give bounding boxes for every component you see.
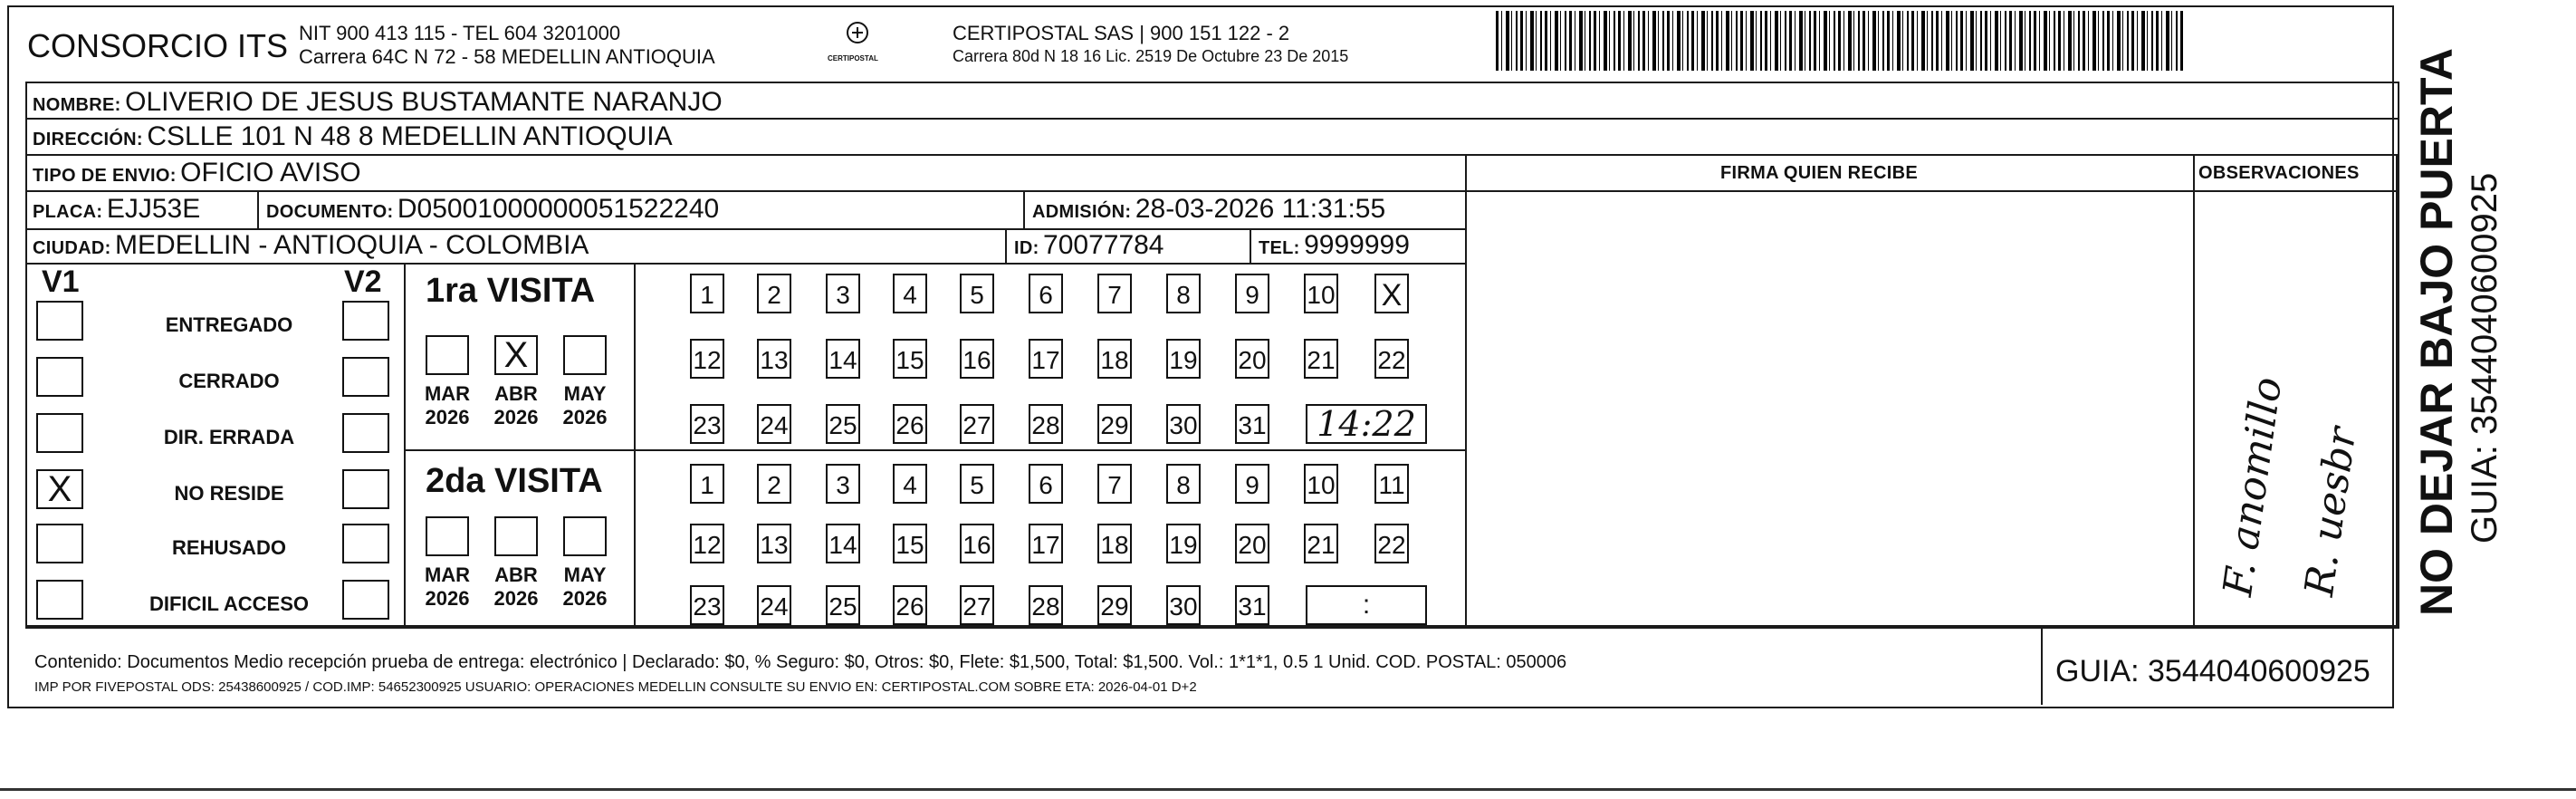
month-name: MAR — [424, 563, 471, 586]
status-label: NO RESIDE — [174, 482, 284, 505]
id-label: ID: — [1014, 238, 1039, 258]
month-label — [484, 382, 548, 429]
certipostal-logo — [835, 20, 880, 54]
placa-label: PLACA: — [33, 202, 103, 222]
id-value: 70077784 — [1043, 230, 1164, 260]
day-checkbox[interactable] — [1029, 339, 1063, 379]
month-checkbox[interactable] — [494, 335, 538, 375]
day-checkbox[interactable] — [1029, 274, 1063, 313]
admision-label: ADMISIÓN: — [1032, 202, 1132, 222]
day-checkbox[interactable] — [1374, 524, 1409, 563]
day-checkbox[interactable] — [960, 524, 994, 563]
day-number: 31 — [1238, 411, 1267, 439]
tipo-value: OFICIO AVISO — [180, 158, 361, 188]
documento-row — [266, 194, 719, 225]
month-label — [553, 563, 617, 611]
day-checkbox[interactable] — [1166, 404, 1201, 444]
day-checkbox[interactable] — [690, 274, 724, 313]
company-address: Carrera 64C N 72 - 58 MEDELLIN ANTIOQUIA — [299, 45, 715, 68]
admision-value: 28-03-2026 11:31:55 — [1135, 194, 1386, 224]
day-number: 30 — [1169, 411, 1198, 439]
day-checkbox[interactable] — [1097, 464, 1132, 504]
nombre-label: NOMBRE: — [33, 95, 121, 115]
day-number: 29 — [1100, 592, 1129, 621]
day-number: 23 — [693, 592, 722, 621]
month-label — [416, 382, 479, 429]
handwriting-line-2: R. uesbr — [2296, 424, 2366, 600]
day-checkbox[interactable] — [1235, 404, 1269, 444]
day-checkbox[interactable] — [1166, 274, 1201, 313]
day-number: 14 — [828, 346, 857, 374]
placa-row — [33, 194, 200, 225]
day-checkbox[interactable] — [960, 585, 994, 625]
status-label: ENTREGADO — [165, 313, 293, 336]
tipo-row — [33, 158, 361, 188]
status-label: DIFICIL ACCESO — [148, 592, 309, 615]
day-number: 16 — [962, 346, 991, 374]
day-number: 4 — [903, 281, 917, 309]
day-checkbox[interactable] — [690, 404, 724, 444]
day-number: 2 — [767, 281, 781, 309]
day-number: 15 — [895, 531, 924, 559]
day-checkbox[interactable] — [690, 524, 724, 563]
day-number: 7 — [1107, 281, 1122, 309]
day-number: 17 — [1031, 346, 1060, 374]
status-label: DIR. ERRADA — [163, 426, 295, 448]
nit-line: NIT 900 413 115 - TEL 604 3201000 — [299, 22, 621, 44]
day-checkbox[interactable] — [1097, 524, 1132, 563]
day-checkbox[interactable] — [690, 464, 724, 504]
v1-checkbox[interactable] — [36, 580, 83, 620]
day-checkbox[interactable] — [1304, 339, 1338, 379]
day-checkbox[interactable] — [960, 339, 994, 379]
day-number: 25 — [828, 411, 857, 439]
day-checkbox[interactable] — [1097, 274, 1132, 313]
side-guia: GUIA: 3544040600925 — [2465, 172, 2504, 544]
month-year: 2026 — [493, 406, 539, 428]
day-checkbox[interactable] — [1374, 339, 1409, 379]
day-checkbox[interactable] — [960, 404, 994, 444]
footer-guia: GUIA: 3544040600925 — [2055, 654, 2370, 688]
day-checkbox[interactable] — [893, 274, 927, 313]
documento-label: DOCUMENTO: — [266, 202, 394, 222]
day-checkbox[interactable] — [960, 464, 994, 504]
v2-checkbox[interactable] — [342, 469, 389, 509]
day-number: 19 — [1169, 531, 1198, 559]
day-number: 18 — [1100, 346, 1129, 374]
day-number: 6 — [1039, 471, 1053, 499]
month-name: ABR — [494, 563, 538, 586]
day-checkbox[interactable] — [893, 524, 927, 563]
first-visit-time: 14:22 — [1317, 404, 1416, 444]
documento-value: D05001000000051522240 — [397, 194, 720, 224]
day-number: 3 — [836, 281, 850, 309]
day-checkbox[interactable] — [1029, 585, 1063, 625]
day-number: 23 — [693, 411, 722, 439]
day-number: 29 — [1100, 411, 1129, 439]
day-number: 18 — [1100, 531, 1129, 559]
day-number: 28 — [1031, 411, 1060, 439]
tel-value: 9999999 — [1304, 230, 1410, 260]
second-visit-time: : — [1362, 590, 1371, 620]
tipo-label: TIPO DE ENVIO: — [33, 166, 177, 186]
day-checkbox[interactable] — [1029, 404, 1063, 444]
day-number: 12 — [693, 346, 722, 374]
ciudad-value: MEDELLIN - ANTIOQUIA - COLOMBIA — [115, 230, 589, 260]
day-checkbox[interactable] — [826, 274, 860, 313]
month-year: 2026 — [562, 587, 608, 610]
v1-checkbox[interactable] — [36, 301, 83, 341]
check-mark: X — [1381, 278, 1403, 313]
day-checkbox[interactable] — [1304, 464, 1338, 504]
day-checkbox[interactable] — [690, 339, 724, 379]
month-checkbox[interactable] — [563, 516, 607, 556]
day-number: 9 — [1245, 471, 1259, 499]
direccion-row — [33, 121, 673, 152]
day-number: 5 — [970, 471, 984, 499]
month-year: 2026 — [425, 406, 470, 428]
month-checkbox[interactable] — [426, 335, 469, 375]
day-checkbox[interactable] — [1374, 464, 1409, 504]
day-number: 26 — [895, 592, 924, 621]
day-number: 14 — [828, 531, 857, 559]
day-checkbox[interactable] — [1097, 585, 1132, 625]
day-number: 13 — [760, 531, 789, 559]
placa-value: EJJ53E — [106, 194, 201, 224]
day-checkbox[interactable] — [826, 339, 860, 379]
month-checkbox[interactable] — [563, 335, 607, 375]
day-checkbox[interactable] — [826, 464, 860, 504]
day-checkbox[interactable] — [893, 404, 927, 444]
contenido-line: Contenido: Documentos Medio recepción prueba de entrega: electrónico | Declarado: $0, % Seguro: $0, Otros: $0, Flete: $1,500, Total: $1,500. Vol.: 1*1*1, 0.5 1 Unid. COD. POSTAL: 050006 — [34, 652, 1567, 672]
day-checkbox[interactable] — [1235, 339, 1269, 379]
day-checkbox[interactable] — [893, 464, 927, 504]
day-checkbox[interactable] — [1304, 274, 1338, 313]
month-checkbox[interactable] — [494, 516, 538, 556]
first-visit-time-box[interactable] — [1306, 404, 1427, 444]
observations-area — [2197, 194, 2394, 623]
day-checkbox[interactable] — [1235, 524, 1269, 563]
day-number: 19 — [1169, 346, 1198, 374]
day-checkbox[interactable] — [1097, 339, 1132, 379]
day-number: 3 — [836, 471, 850, 499]
no-dejar-bajo-puerta: NO DEJAR BAJO PUERTA — [2411, 48, 2462, 616]
day-number: 4 — [903, 471, 917, 499]
month-label — [484, 563, 548, 611]
month-checkbox[interactable] — [426, 516, 469, 556]
direccion-label: DIRECCIÓN: — [33, 130, 143, 149]
second-visit-title: 2da VISITA — [426, 462, 603, 500]
firma-label: FIRMA QUIEN RECIBE — [1720, 163, 1918, 183]
month-name: MAY — [563, 382, 607, 405]
day-number: 10 — [1307, 471, 1336, 499]
day-checkbox[interactable] — [757, 274, 791, 313]
nombre-value: OLIVERIO DE JESUS BUSTAMANTE NARANJO — [125, 87, 723, 117]
day-number: 15 — [895, 346, 924, 374]
day-number: 25 — [828, 592, 857, 621]
v1-checkbox[interactable] — [36, 469, 83, 509]
day-number: 16 — [962, 531, 991, 559]
second-visit-time-box[interactable] — [1306, 585, 1427, 625]
ciudad-label: CIUDAD: — [33, 238, 111, 258]
day-number: 17 — [1031, 531, 1060, 559]
day-number: 21 — [1307, 346, 1336, 374]
day-checkbox[interactable] — [1235, 464, 1269, 504]
day-checkbox[interactable] — [1374, 274, 1409, 313]
v1-checkbox[interactable] — [36, 413, 83, 453]
ciudad-row — [33, 230, 589, 261]
nombre-row — [33, 87, 723, 118]
day-number: 11 — [1378, 471, 1405, 499]
day-number: 31 — [1238, 592, 1267, 621]
day-number: 8 — [1176, 281, 1191, 309]
day-number: 10 — [1307, 281, 1336, 309]
day-checkbox[interactable] — [757, 464, 791, 504]
logo-text: CERTIPOSTAL — [828, 54, 878, 63]
day-checkbox[interactable] — [757, 585, 791, 625]
day-checkbox[interactable] — [826, 524, 860, 563]
day-checkbox[interactable] — [757, 404, 791, 444]
day-number: 26 — [895, 411, 924, 439]
day-number: 20 — [1238, 346, 1267, 374]
day-checkbox[interactable] — [1097, 404, 1132, 444]
month-year: 2026 — [562, 406, 608, 428]
observaciones-label: OBSERVACIONES — [2198, 163, 2360, 183]
day-checkbox[interactable] — [1166, 339, 1201, 379]
month-label — [416, 563, 479, 611]
month-year: 2026 — [425, 587, 470, 610]
day-checkbox[interactable] — [1235, 585, 1269, 625]
month-name: ABR — [494, 382, 538, 405]
day-checkbox[interactable] — [826, 585, 860, 625]
day-checkbox[interactable] — [1029, 524, 1063, 563]
day-checkbox[interactable] — [690, 585, 724, 625]
v2-label: V2 — [344, 265, 382, 299]
day-checkbox[interactable] — [1235, 274, 1269, 313]
v2-checkbox[interactable] — [342, 301, 389, 341]
day-number: 24 — [760, 411, 789, 439]
day-checkbox[interactable] — [1166, 524, 1201, 563]
tel-row — [1259, 230, 1410, 261]
day-number: 2 — [767, 471, 781, 499]
day-number: 5 — [970, 281, 984, 309]
id-row — [1014, 230, 1164, 261]
day-number: 9 — [1245, 281, 1259, 309]
check-mark: X — [47, 469, 72, 509]
day-checkbox[interactable] — [1166, 464, 1201, 504]
direccion-value: CSLLE 101 N 48 8 MEDELLIN ANTIOQUIA — [147, 121, 673, 151]
day-number: 8 — [1176, 471, 1191, 499]
day-number: 21 — [1307, 531, 1336, 559]
check-mark: X — [503, 335, 529, 375]
admision-row — [1032, 194, 1385, 225]
v1-checkbox[interactable] — [36, 357, 83, 397]
day-number: 24 — [760, 592, 789, 621]
v2-checkbox[interactable] — [342, 524, 389, 563]
day-number: 7 — [1107, 471, 1122, 499]
month-label — [553, 382, 617, 429]
certipostal-name: CERTIPOSTAL SAS | 900 151 122 - 2 — [953, 22, 1290, 44]
v1-checkbox[interactable] — [36, 524, 83, 563]
day-number: 12 — [693, 531, 722, 559]
month-name: MAR — [424, 382, 471, 405]
day-number: 20 — [1238, 531, 1267, 559]
day-number: 1 — [700, 471, 714, 499]
day-checkbox[interactable] — [893, 339, 927, 379]
day-number: 28 — [1031, 592, 1060, 621]
first-visit-title: 1ra VISITA — [426, 272, 596, 310]
status-label: REHUSADO — [172, 536, 286, 559]
v2-checkbox[interactable] — [342, 580, 389, 620]
certipostal-address: Carrera 80d N 18 16 Lic. 2519 De Octubre 23 De 2015 — [953, 47, 1349, 65]
company-name: CONSORCIO ITS — [27, 27, 289, 64]
day-number: 13 — [760, 346, 789, 374]
day-number: 1 — [700, 281, 714, 309]
day-number: 30 — [1169, 592, 1198, 621]
handwriting-line-1: F. anomillo — [2215, 374, 2292, 600]
day-checkbox[interactable] — [960, 274, 994, 313]
signature-area[interactable] — [1469, 194, 2191, 623]
day-number: 27 — [962, 411, 991, 439]
month-name: MAY — [563, 563, 607, 586]
day-number: 22 — [1377, 531, 1406, 559]
v2-checkbox[interactable] — [342, 357, 389, 397]
status-label: CERRADO — [178, 370, 280, 392]
day-checkbox[interactable] — [757, 524, 791, 563]
day-number: 27 — [962, 592, 991, 621]
tel-label: TEL: — [1259, 238, 1300, 258]
v1-label: V1 — [42, 265, 80, 299]
day-checkbox[interactable] — [893, 585, 927, 625]
month-year: 2026 — [493, 587, 539, 610]
imp-line: IMP POR FIVEPOSTAL ODS: 25438600925 / COD.IMP: 54652300925 USUARIO: OPERACIONES MEDELLIN CONSULTE SU ENVIO EN: CERTIPOSTAL.COM SOBRE ETA: 2026-04-01 D+2 — [34, 679, 1197, 695]
day-checkbox[interactable] — [757, 339, 791, 379]
day-checkbox[interactable] — [1166, 585, 1201, 625]
v2-checkbox[interactable] — [342, 413, 389, 453]
day-number: 6 — [1039, 281, 1053, 309]
day-number: 22 — [1377, 346, 1406, 374]
day-checkbox[interactable] — [826, 404, 860, 444]
barcode — [1496, 11, 2184, 71]
day-checkbox[interactable] — [1029, 464, 1063, 504]
day-checkbox[interactable] — [1304, 524, 1338, 563]
